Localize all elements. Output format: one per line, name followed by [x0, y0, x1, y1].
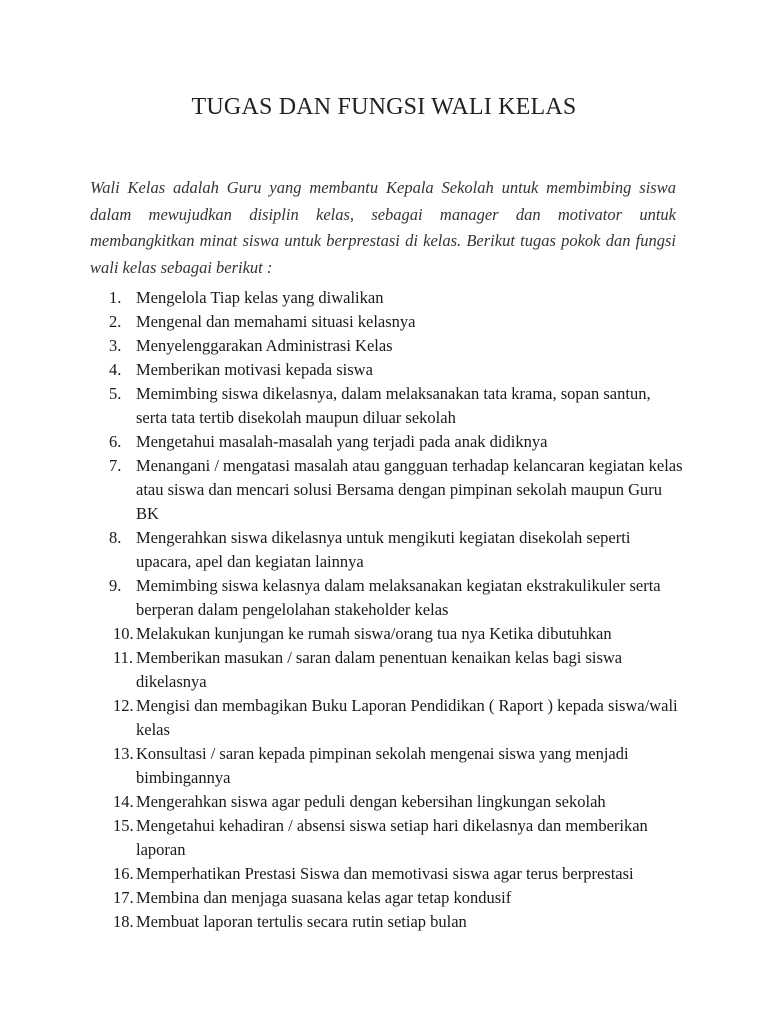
list-item [0, 910, 684, 934]
item-number: 2. [109, 312, 122, 331]
item-number: 14. [113, 792, 134, 811]
list-item [0, 862, 684, 886]
item-text: Menyelenggarakan Administrasi Kelas [136, 336, 393, 355]
item-text: Mengenal dan memahami situasi kelasnya [136, 312, 416, 331]
item-text: Konsultasi / saran kepada pimpinan sekolah mengenai siswa yang menjadi bimbingannya [136, 744, 629, 787]
item-number: 9. [109, 576, 122, 595]
list-item [0, 334, 684, 358]
item-number: 7. [109, 456, 122, 475]
list-item [0, 622, 684, 646]
item-number: 17. [113, 888, 134, 907]
item-number: 18. [113, 912, 134, 931]
list-item [0, 814, 684, 862]
list-item [0, 574, 684, 622]
item-number: 16. [113, 864, 134, 883]
item-number: 4. [109, 360, 122, 379]
list-item [0, 286, 684, 310]
item-text: Mengetahui kehadiran / absensi siswa setiap hari dikelasnya dan memberikan laporan [136, 816, 648, 859]
item-number: 6. [109, 432, 122, 451]
item-number: 8. [109, 528, 122, 547]
item-text: Melakukan kunjungan ke rumah siswa/orang tua nya Ketika dibutuhkan [136, 624, 612, 643]
item-text: Membuat laporan tertulis secara rutin setiap bulan [136, 912, 467, 931]
item-text: Mengetahui masalah-masalah yang terjadi pada anak didiknya [136, 432, 548, 451]
item-number: 15. [113, 816, 134, 835]
item-text: Memimbing siswa kelasnya dalam melaksanakan kegiatan ekstrakulikuler serta berperan dalam pengelolahan stakeholder kelas [136, 576, 661, 619]
intro-paragraph: Wali Kelas adalah Guru yang membantu Kepala Sekolah untuk membimbing siswa dalam mewujudkan disiplin kelas, sebagai manager dan motivator untuk membangkitkan minat siswa untuk berprestasi di kelas. Berikut tugas pokok dan fungsi wali kelas sebagai berikut : [90, 178, 676, 277]
list-item [0, 646, 684, 694]
list-item [0, 742, 684, 790]
list-item [0, 430, 684, 454]
item-text: Memimbing siswa dikelasnya, dalam melaksanakan tata krama, sopan santun, serta tata tertib disekolah maupun diluar sekolah [136, 384, 651, 427]
item-number: 12. [113, 696, 134, 715]
item-number: 13. [113, 744, 134, 763]
list-item [0, 790, 684, 814]
list-item [0, 358, 684, 382]
document-title: TUGAS DAN FUNGSI WALI KELAS [191, 94, 577, 120]
list-item [0, 382, 684, 430]
item-text: Memperhatikan Prestasi Siswa dan memotivasi siswa agar terus berprestasi [136, 864, 634, 883]
item-number: 11. [113, 648, 134, 667]
item-text: Mengisi dan membagikan Buku Laporan Pendidikan ( Raport ) kepada siswa/wali kelas [136, 696, 678, 739]
item-text: Membina dan menjaga suasana kelas agar tetap kondusif [136, 888, 512, 907]
duties-list [0, 286, 768, 934]
item-text: Memberikan masukan / saran dalam penentuan kenaikan kelas bagi siswa dikelasnya [136, 648, 623, 691]
list-item [0, 454, 684, 526]
item-text: Mengelola Tiap kelas yang diwalikan [136, 288, 384, 307]
list-item [0, 526, 684, 574]
list-item [0, 694, 684, 742]
item-text: Memberikan motivasi kepada siswa [136, 360, 373, 379]
item-number: 10. [113, 624, 134, 643]
item-text: Mengerahkan siswa dikelasnya untuk mengikuti kegiatan disekolah seperti upacara, apel dan kegiatan lainnya [136, 528, 631, 571]
item-text: Mengerahkan siswa agar peduli dengan kebersihan lingkungan sekolah [136, 792, 606, 811]
item-number: 5. [109, 384, 122, 403]
item-text: Menangani / mengatasi masalah atau gangguan terhadap kelancaran kegiatan kelas atau siswa dan mencari solusi Bersama dengan pimpinan sekolah maupun Guru BK [136, 456, 683, 523]
item-number: 3. [109, 336, 122, 355]
list-item [0, 886, 684, 910]
item-number: 1. [109, 288, 122, 307]
list-item [0, 310, 684, 334]
